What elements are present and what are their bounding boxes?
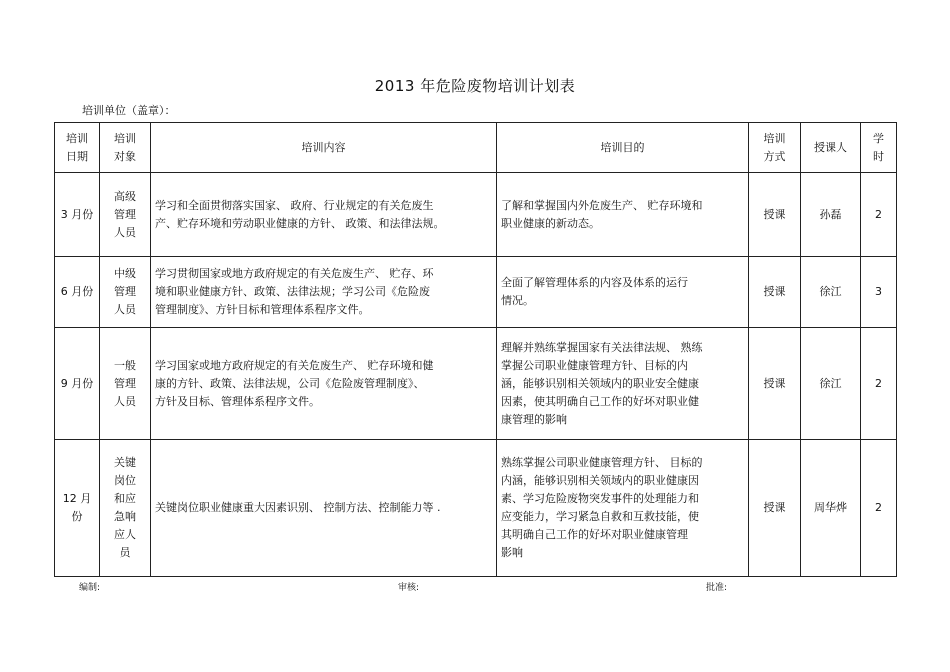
row-teacher: 徐江 xyxy=(801,328,861,440)
row-method: 授课 xyxy=(749,173,801,257)
row-hours: 2 xyxy=(861,328,897,440)
header-teacher: 授课人 xyxy=(801,123,861,173)
row-content: 关键岗位职业健康重大因素识别、 控制方法、控制能力等 . xyxy=(151,440,497,577)
training-unit-label: 培训单位（盖章）： xyxy=(82,104,176,117)
row-method: 授课 xyxy=(749,440,801,577)
header-method: 培训 方式 xyxy=(749,123,801,173)
row-content: 学习贯彻国家或地方政府规定的有关危废生产、 贮存、环 境和职业健康方针、政策、法律法规；学习公司《危险废 管理制度》、方针目标和管理体系程序文件。 xyxy=(151,257,497,328)
header-date: 培训 日期 xyxy=(55,123,100,173)
row-hours: 2 xyxy=(861,440,897,577)
row-date: 12 月 份 xyxy=(55,440,100,577)
training-plan-table xyxy=(54,122,897,577)
row-target: 高级 管理 人员 xyxy=(100,173,151,257)
row-purpose: 全面了解管理体系的内容及体系的运行 情况。 xyxy=(497,257,749,328)
table-row xyxy=(55,257,897,328)
row-target: 关键 岗位 和应 急响 应人 员 xyxy=(100,440,151,577)
header-hours: 学 时 xyxy=(861,123,897,173)
header-purpose: 培训目的 xyxy=(497,123,749,173)
row-method: 授课 xyxy=(749,328,801,440)
table-row xyxy=(55,328,897,440)
row-purpose: 了解和掌握国内外危废生产、 贮存环境和 职业健康的新动态。 xyxy=(497,173,749,257)
footer-approver: 批准: xyxy=(706,583,728,593)
row-date: 3 月份 xyxy=(55,173,100,257)
table-row xyxy=(55,173,897,257)
row-target: 一般 管理 人员 xyxy=(100,328,151,440)
row-date: 9 月份 xyxy=(55,328,100,440)
row-teacher: 徐江 xyxy=(801,257,861,328)
footer-reviewer: 审核: xyxy=(398,583,420,593)
header-target: 培训 对象 xyxy=(100,123,151,173)
row-teacher: 孙磊 xyxy=(801,173,861,257)
footer-editor: 编制: xyxy=(79,583,101,593)
page-title: 2013 年危险废物培训计划表 xyxy=(374,77,576,95)
row-purpose: 理解并熟练掌握国家有关法律法规、 熟练 掌握公司职业健康管理方针、目标的内 涵，能够识别相关领域内的职业安全健康 因素，使其明确自己工作的好坏对职业健 康管理的影响 xyxy=(497,328,749,440)
row-target: 中级 管理 人员 xyxy=(100,257,151,328)
row-date: 6 月份 xyxy=(55,257,100,328)
header-row xyxy=(55,123,897,173)
row-purpose: 熟练掌握公司职业健康管理方针、 目标的 内涵，能够识别相关领域内的职业健康因 素、学习危险废物突发事件的处理能力和 应变能力，学习紧急自救和互救技能，使 其明确自己工作的好坏对职业健康管理 影响 xyxy=(497,440,749,577)
row-teacher: 周华烨 xyxy=(801,440,861,577)
row-method: 授课 xyxy=(749,257,801,328)
header-content: 培训内容 xyxy=(151,123,497,173)
row-content: 学习国家或地方政府规定的有关危废生产、 贮存环境和健 康的方针、政策、法律法规，公司《危险废管理制度》、 方针及目标、管理体系程序文件。 xyxy=(151,328,497,440)
row-hours: 2 xyxy=(861,173,897,257)
table-row xyxy=(55,440,897,577)
row-hours: 3 xyxy=(861,257,897,328)
row-content: 学习和全面贯彻落实国家、 政府、行业规定的有关危废生 产、贮存环境和劳动职业健康的方针、 政策、和法律法规。 xyxy=(151,173,497,257)
